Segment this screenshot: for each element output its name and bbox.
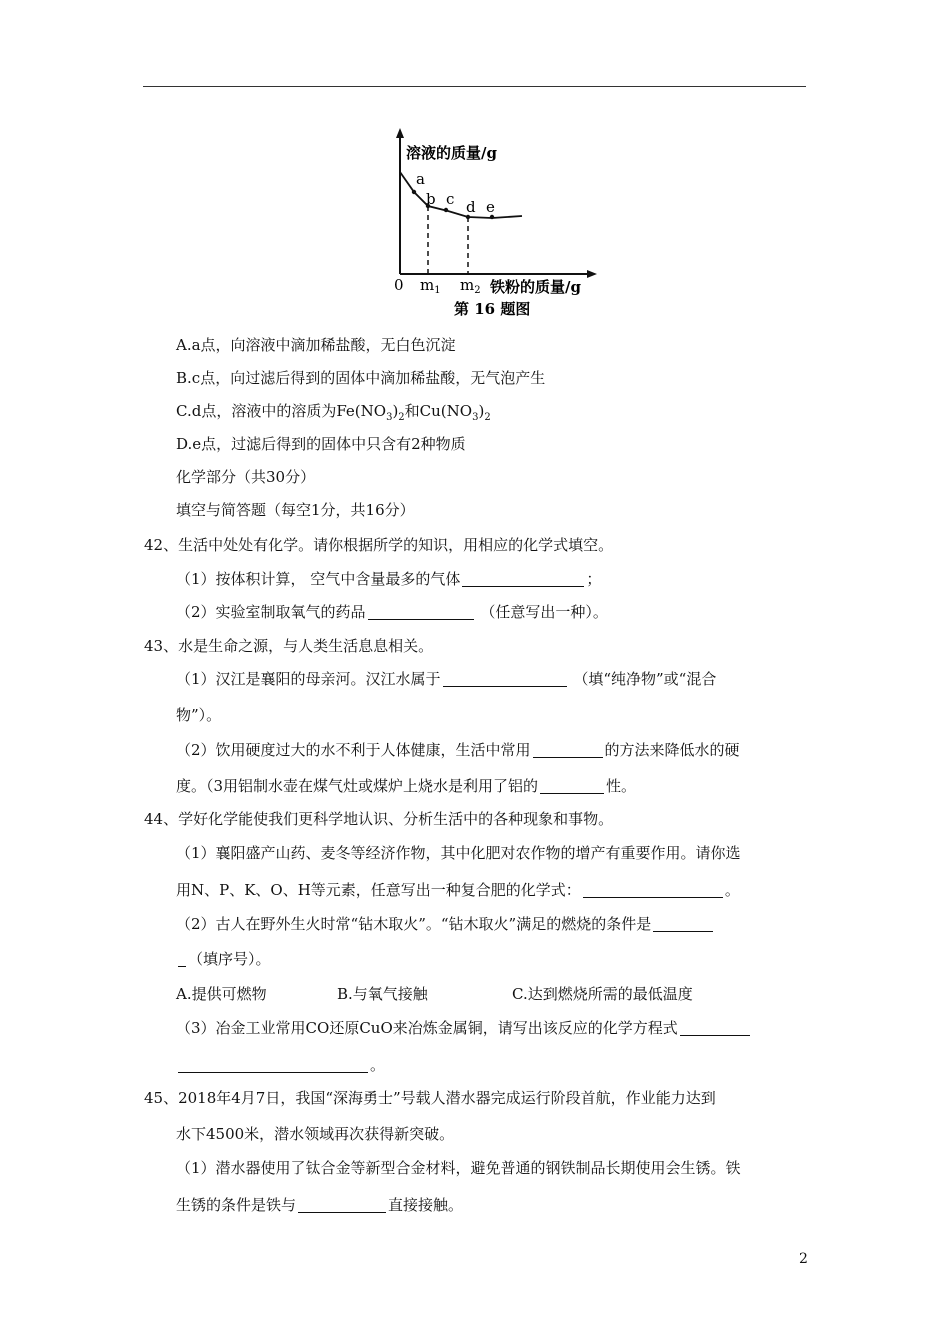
m2-label: $m_2$	[460, 276, 481, 296]
point-a-dot	[412, 190, 416, 194]
page-number: 2	[799, 1251, 808, 1267]
header-rule	[143, 86, 806, 87]
q44-p3: （3）冶金工业常用CO还原CuO来冶炼金属铜，请写出该反应的化学方程式	[176, 1018, 752, 1038]
q44-stem: 44、学好化学能使我们更科学地认识、分析生活中的各种现象和事物。	[144, 810, 614, 828]
q45-p1-cont: 生锈的条件是铁与 直接接触。	[176, 1196, 464, 1214]
section-subtitle: 填空与简答题（每空1分，共16分）	[176, 501, 415, 519]
chart-caption: 第 16 题图	[454, 300, 531, 318]
point-c-label: c	[446, 190, 455, 208]
x-axis-label: 铁粉的质量/g	[490, 278, 581, 296]
answer-blank[interactable]	[533, 742, 603, 758]
q42-p2: （2）实验室制取氧气的药品 （任意写出一种）。	[176, 603, 608, 621]
q44-p2-cont: （填序号）。	[176, 949, 271, 969]
q44-opt-a: A.提供可燃物	[176, 985, 267, 1003]
q43-p2-cont: 度。（3用铝制水壶在煤气灶或煤炉上烧水是利用了铝的 性。	[176, 777, 637, 795]
answer-blank[interactable]	[443, 671, 567, 687]
option-a: A.a点，向溶液中滴加稀盐酸，无白色沉淀	[176, 336, 456, 354]
q44-p3-cont: 。	[176, 1055, 385, 1075]
q44-p1-cont: 用N、P、K、O、H等元素，任意写出一种复合肥的化学式： 。	[176, 881, 740, 899]
chart-svg	[386, 126, 600, 322]
q43-p1: （1）汉江是襄阳的母亲河。汉江水属于 （填“纯净物”或“混合	[176, 670, 717, 688]
q44-p2: （2）古人在野外生火时常“钻木取火”。“钻木取火”满足的燃烧的条件是	[176, 914, 715, 934]
q43-p2: （2）饮用硬度过大的水不利于人体健康，生活中常用 的方法来降低水的硬	[176, 741, 740, 759]
answer-blank[interactable]	[653, 916, 713, 932]
option-b: B.c点，向过滤后得到的固体中滴加稀盐酸，无气泡产生	[176, 369, 546, 387]
q44-p1: （1）襄阳盛产山药、麦冬等经济作物，其中化肥对农作物的增产有重要作用。请你选	[176, 844, 741, 862]
answer-blank[interactable]	[178, 1057, 368, 1073]
q43-stem: 43、水是生命之源，与人类生活息息相关。	[144, 637, 434, 655]
y-axis-arrow	[396, 128, 404, 138]
q42-stem: 42、生活中处处有化学。请你根据所学的知识，用相应的化学式填空。	[144, 536, 614, 554]
point-c-dot	[444, 208, 448, 212]
answer-blank[interactable]	[583, 882, 723, 898]
q44-opt-c: C.达到燃烧所需的最低温度	[512, 985, 693, 1003]
option-d: D.e点，过滤后得到的固体中只含有2种物质	[176, 435, 466, 453]
y-axis-label: 溶液的质量/g	[406, 144, 497, 162]
chart-figure	[386, 126, 600, 322]
answer-blank[interactable]	[462, 571, 584, 587]
option-c: C.d点，溶液中的溶质为$Fe(NO_3)_2$和$Cu(NO_3)_2$	[176, 402, 491, 423]
x-axis-arrow	[587, 270, 597, 278]
answer-blank[interactable]	[368, 604, 474, 620]
q42-p1: （1）按体积计算， 空气中含量最多的气体 ；	[176, 570, 602, 588]
point-b-label: b	[426, 190, 436, 208]
answer-blank[interactable]	[178, 951, 186, 967]
point-d-label: d	[466, 198, 476, 216]
point-a-label: a	[416, 170, 425, 188]
point-e-label: e	[486, 198, 495, 216]
q43-p1-cont: 物”）。	[176, 706, 222, 724]
answer-blank[interactable]	[540, 778, 604, 794]
q45-stem-cont: 水下4500米，潜水领域再次获得新突破。	[176, 1125, 455, 1143]
origin-label: 0	[394, 276, 404, 294]
q45-stem: 45、2018年4月7日，我国“深海勇士”号载人潜水器完成运行阶段首航，作业能力达到	[144, 1089, 716, 1107]
q44-opt-b: B.与氧气接触	[337, 985, 428, 1003]
m1-label: $m_1$	[420, 276, 441, 296]
q45-p1: （1）潜水器使用了钛合金等新型合金材料，避免普通的钢铁制品长期使用会生锈。铁	[176, 1159, 741, 1177]
answer-blank[interactable]	[680, 1020, 750, 1036]
answer-blank[interactable]	[298, 1197, 386, 1213]
section-title: 化学部分（共30分）	[176, 468, 316, 486]
